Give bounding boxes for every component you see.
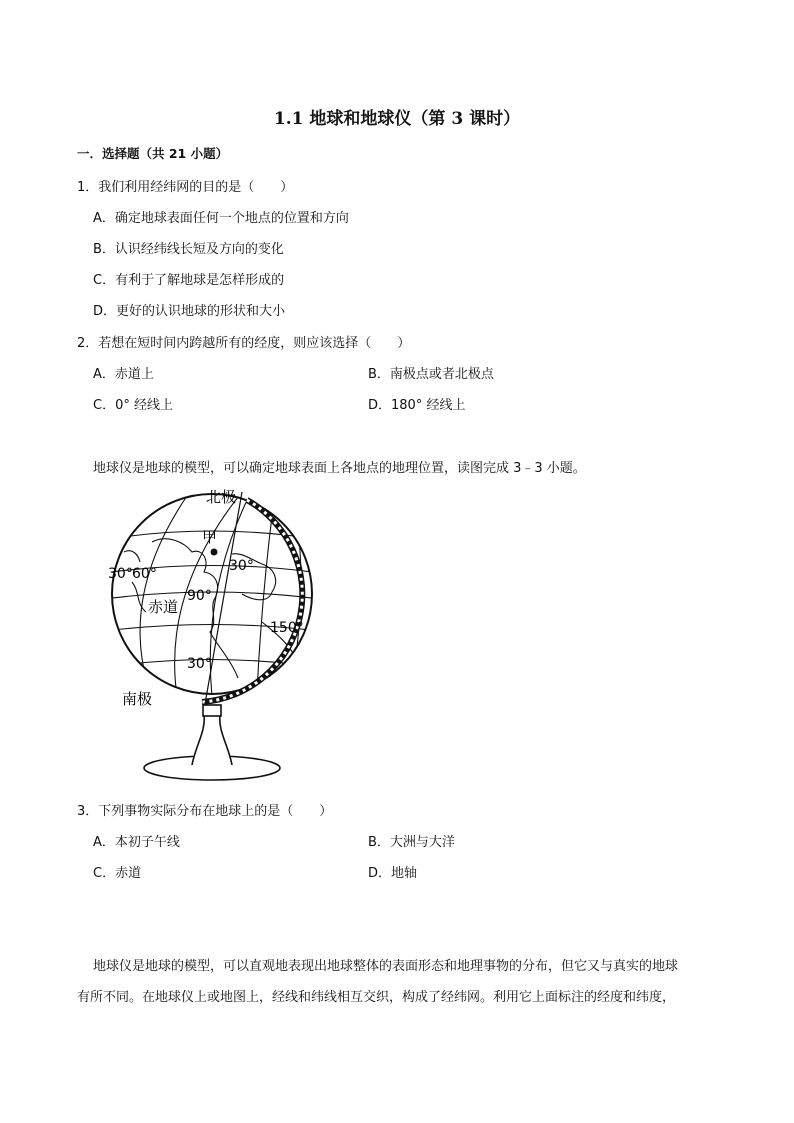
globe-figure — [92, 482, 362, 784]
label-lon-90: 90° — [187, 588, 212, 604]
point-jia-marker — [211, 549, 218, 556]
page-title: 1.1 地球和地球仪（第 3 课时） — [273, 109, 521, 129]
question-3-stem: 3．下列事物实际分布在地球上的是（ ） — [77, 804, 333, 819]
label-lon-150: 150° — [270, 620, 304, 636]
passage-line-1: 地球仪是地球的模型，可以直观地表现出地球整体的表面形态和地理事物的分布，但它又与真实的地球 — [93, 959, 679, 974]
question-2-option-d[interactable]: D．180° 经线上 — [368, 398, 466, 413]
question-3-option-d[interactable]: D．地轴 — [368, 866, 418, 881]
question-3-option-c[interactable]: C．赤道 — [93, 866, 142, 881]
label-point-jia: 甲 — [202, 528, 218, 546]
question-1-option-c[interactable]: C．有利于了解地球是怎样形成的 — [93, 273, 285, 288]
question-1-option-a[interactable]: A．确定地球表面任何一个地点的位置和方向 — [93, 211, 349, 226]
label-lon-60: 60° — [132, 566, 157, 582]
passage-line-2: 有所不同。在地球仪上或地图上，经线和纬线相互交织，构成了经纬网。利用它上面标注的经度和纬度， — [77, 990, 676, 1005]
question-1-option-b[interactable]: B．认识经纬线长短及方向的变化 — [93, 242, 284, 257]
label-lon-30: 30° — [108, 566, 133, 582]
question-1-stem: 1．我们利用经纬网的目的是（ ） — [77, 180, 294, 195]
question-2-stem: 2．若想在短时间内跨越所有的经度，则应该选择（ ） — [77, 336, 411, 351]
question-2-option-b[interactable]: B．南极点或者北极点 — [368, 367, 494, 382]
label-lat-30n: 30° — [229, 558, 254, 574]
question-1-option-d[interactable]: D．更好的认识地球的形状和大小 — [93, 304, 286, 319]
question-3-option-a[interactable]: A．本初子午线 — [93, 835, 180, 850]
label-equator: 赤道 — [148, 598, 179, 616]
label-north-pole: 北极 — [206, 488, 237, 506]
question-2-option-a[interactable]: A．赤道上 — [93, 367, 154, 382]
figure-intro: 地球仪是地球的模型，可以确定地球表面上各地点的地理位置，读图完成 3﹣3 小题。 — [93, 461, 586, 476]
question-2-option-c[interactable]: C．0° 经线上 — [93, 398, 173, 413]
label-south-pole: 南极 — [122, 690, 153, 708]
section-heading: 一．选择题（共 21 小题） — [77, 146, 229, 161]
question-3-option-b[interactable]: B．大洲与大洋 — [368, 835, 455, 850]
globe-stand — [192, 714, 232, 765]
label-lat-30s: 30° — [187, 656, 212, 672]
